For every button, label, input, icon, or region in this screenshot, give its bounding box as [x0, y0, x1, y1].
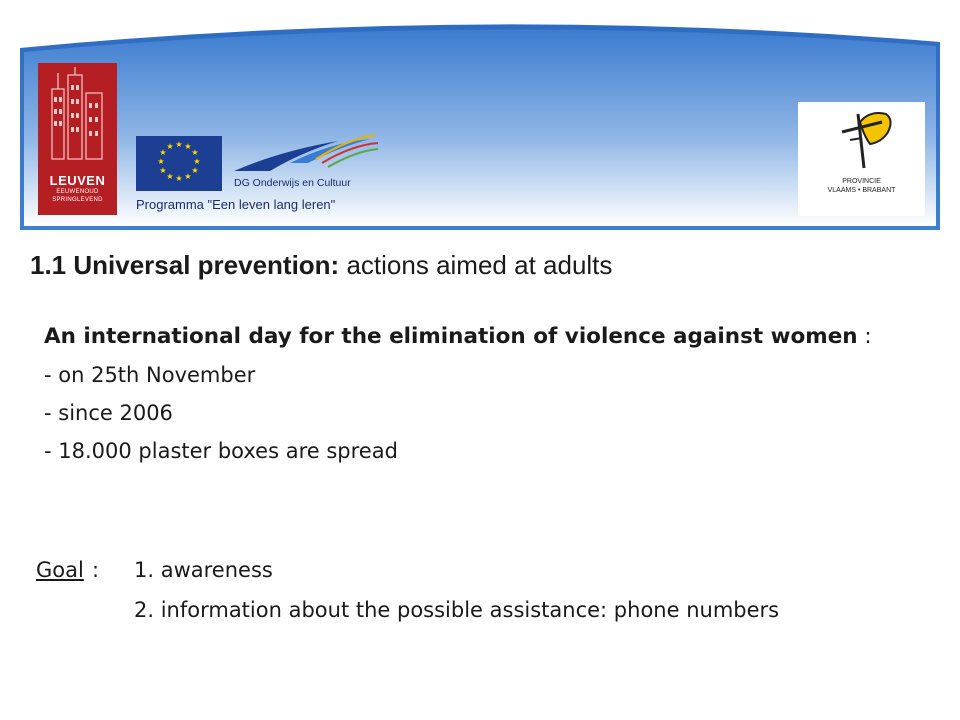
leuven-logo-subtitle-1: EEUWENOUD	[56, 189, 99, 195]
svg-text:★: ★	[166, 142, 174, 151]
bullet-item: - since 2006	[44, 401, 173, 425]
slide-title-normal: actions aimed at adults	[346, 250, 613, 280]
vlaams-brabant-logo	[798, 102, 925, 216]
vlaams-brabant-emblem-icon	[798, 102, 925, 176]
svg-text:★: ★	[175, 140, 183, 149]
svg-text:★: ★	[159, 166, 167, 175]
goal-label: Goal	[36, 558, 84, 582]
svg-text:★: ★	[159, 148, 167, 157]
svg-text:★: ★	[191, 166, 199, 175]
goal-item: 2. information about the possible assistance: phone numbers	[134, 598, 780, 622]
bullet-item: - on 25th November	[44, 363, 256, 387]
eu-programme-text: Programma "Een leven lang leren"	[136, 197, 336, 212]
svg-text:★: ★	[166, 172, 174, 181]
bullet-item: - 18.000 plaster boxes are spread	[44, 439, 398, 463]
eu-programme-logo	[136, 133, 386, 217]
vb-logo-line-1: PROVINCIE	[842, 178, 881, 185]
svg-text:★: ★	[191, 148, 199, 157]
leuven-logo	[38, 63, 117, 215]
svg-text:★: ★	[175, 174, 183, 183]
goal-colon: :	[92, 558, 100, 582]
eu-flag-icon	[136, 136, 222, 191]
programme-swoosh-icon	[230, 133, 380, 177]
goal-item: 1. awareness	[134, 558, 273, 582]
content-body	[44, 318, 934, 470]
slide-title-bold: 1.1 Universal prevention:	[30, 250, 340, 280]
content-heading-text: An international day for the elimination of violence against women	[44, 324, 858, 349]
svg-text:★: ★	[157, 157, 165, 166]
leuven-buildings-icon	[38, 63, 117, 168]
content-heading	[44, 318, 934, 356]
slide-title	[30, 250, 612, 281]
content-heading-colon: :	[857, 324, 872, 349]
eu-dg-text: DG Onderwijs en Cultuur	[234, 177, 351, 189]
vb-logo-line-2: VLAAMS • BRABANT	[827, 187, 896, 194]
leuven-logo-name: LEUVEN	[49, 173, 106, 188]
leuven-logo-subtitle-2: SPRINGLEVEND	[52, 197, 103, 203]
svg-text:★: ★	[184, 172, 192, 181]
svg-text:★: ★	[193, 157, 201, 166]
svg-text:★: ★	[184, 142, 192, 151]
